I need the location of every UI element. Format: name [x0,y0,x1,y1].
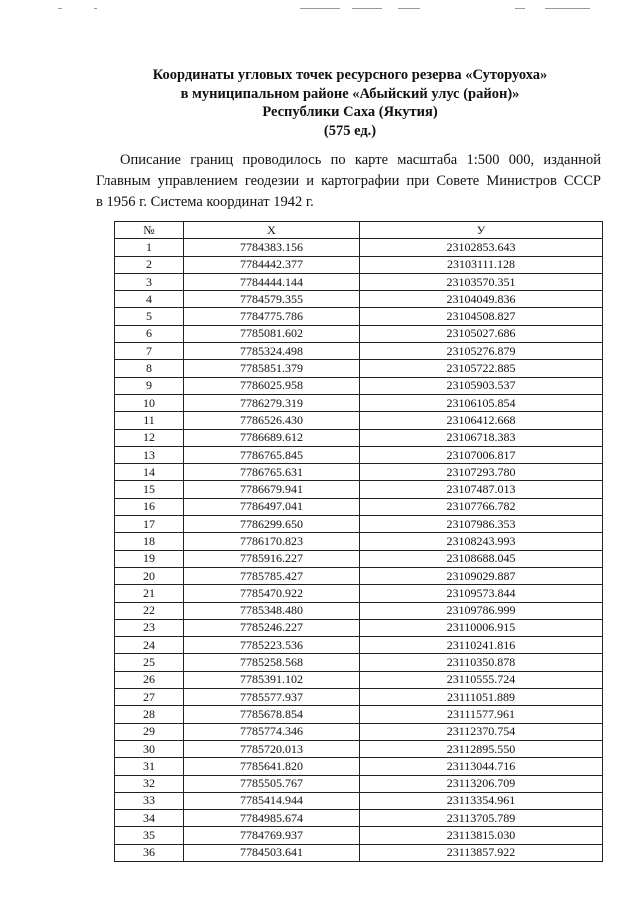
cell-y: 23108243.993 [360,533,603,550]
cell-x: 7785348.480 [184,602,360,619]
cell-number: 5 [115,308,184,325]
cell-y: 23102853.643 [360,239,603,256]
cell-number: 23 [115,619,184,636]
cell-number: 29 [115,723,184,740]
table-row [115,291,603,308]
cell-x: 7784775.786 [184,308,360,325]
header-y: У [360,222,603,239]
cell-y: 23108688.045 [360,550,603,567]
cell-number: 11 [115,412,184,429]
cell-y: 23112895.550 [360,740,603,757]
cell-y: 23113354.961 [360,792,603,809]
cell-x: 7784579.355 [184,291,360,308]
cell-number: 15 [115,481,184,498]
table-row [115,706,603,723]
cell-x: 7784769.937 [184,827,360,844]
table-row [115,360,603,377]
scan-artifact-marks [0,8,640,14]
cell-number: 8 [115,360,184,377]
cell-x: 7785678.854 [184,706,360,723]
cell-y: 23112370.754 [360,723,603,740]
cell-number: 34 [115,810,184,827]
cell-x: 7786689.612 [184,429,360,446]
cell-number: 27 [115,689,184,706]
cell-y: 23106105.854 [360,394,603,411]
table-row [115,619,603,636]
table-row [115,827,603,844]
cell-x: 7786170.823 [184,533,360,550]
table-row [115,343,603,360]
title-line-3: Республики Саха (Якутия) [262,104,438,120]
cell-x: 7785641.820 [184,758,360,775]
cell-number: 12 [115,429,184,446]
cell-x: 7785916.227 [184,550,360,567]
cell-number: 3 [115,273,184,290]
table-row [115,689,603,706]
cell-x: 7785223.536 [184,637,360,654]
cell-number: 9 [115,377,184,394]
cell-y: 23104508.827 [360,308,603,325]
cell-number: 36 [115,844,184,861]
cell-number: 17 [115,516,184,533]
cell-x: 7786526.430 [184,412,360,429]
cell-x: 7786679.941 [184,481,360,498]
cell-y: 23113705.789 [360,810,603,827]
cell-number: 10 [115,394,184,411]
cell-number: 32 [115,775,184,792]
cell-x: 7786497.041 [184,498,360,515]
cell-y: 23113206.709 [360,775,603,792]
table-row [115,308,603,325]
cell-x: 7784383.156 [184,239,360,256]
table-row [115,844,603,861]
table-row [115,481,603,498]
cell-x: 7786765.631 [184,464,360,481]
table-row [115,377,603,394]
cell-number: 22 [115,602,184,619]
cell-y: 23109786.999 [360,602,603,619]
cell-x: 7785324.498 [184,343,360,360]
cell-y: 23113815.030 [360,827,603,844]
cell-y: 23107006.817 [360,446,603,463]
table-row [115,637,603,654]
cell-number: 1 [115,239,184,256]
document-title [90,66,610,140]
table-row [115,464,603,481]
cell-number: 7 [115,343,184,360]
table-row [115,325,603,342]
cell-x: 7785470.922 [184,585,360,602]
table-row [115,516,603,533]
cell-y: 23113857.922 [360,844,603,861]
cell-y: 23106412.668 [360,412,603,429]
cell-y: 23111577.961 [360,706,603,723]
cell-y: 23110241.816 [360,637,603,654]
cell-x: 7785081.602 [184,325,360,342]
description-line-2: Главным управлением геодезии и картографии при Совете Министров СССР [96,173,601,189]
cell-number: 16 [115,498,184,515]
cell-x: 7785258.568 [184,654,360,671]
cell-y: 23107487.013 [360,481,603,498]
cell-number: 24 [115,637,184,654]
table-row [115,412,603,429]
table-row [115,498,603,515]
table-row [115,256,603,273]
cell-y: 23111051.889 [360,689,603,706]
cell-number: 4 [115,291,184,308]
header-x: X [184,222,360,239]
cell-x: 7785246.227 [184,619,360,636]
table-row [115,394,603,411]
cell-x: 7785391.102 [184,671,360,688]
header-number: № [115,222,184,239]
cell-y: 23103570.351 [360,273,603,290]
cell-number: 6 [115,325,184,342]
cell-number: 18 [115,533,184,550]
cell-x: 7785785.427 [184,567,360,584]
title-line-1: Координаты угловых точек ресурсного резерва «Суторуоха» [152,67,548,83]
table-header-row [115,222,603,239]
description-line-3: в 1956 г. Система координат 1942 г. [96,194,314,210]
cell-x: 7785577.937 [184,689,360,706]
cell-x: 7785851.379 [184,360,360,377]
description-paragraph [96,150,601,213]
table-row [115,775,603,792]
table-row [115,550,603,567]
cell-x: 7784444.144 [184,273,360,290]
cell-y: 23106718.383 [360,429,603,446]
table-row [115,273,603,290]
description-line-1: Описание границ проводилось по карте масштаба 1:500 000, изданной [120,152,601,168]
cell-y: 23107766.782 [360,498,603,515]
cell-number: 14 [115,464,184,481]
cell-number: 35 [115,827,184,844]
cell-number: 19 [115,550,184,567]
table-row [115,740,603,757]
cell-y: 23110006.915 [360,619,603,636]
cell-number: 2 [115,256,184,273]
cell-y: 23109573.844 [360,585,603,602]
cell-number: 30 [115,740,184,757]
table-row [115,585,603,602]
cell-number: 13 [115,446,184,463]
coordinates-table [114,221,603,862]
cell-x: 7786299.650 [184,516,360,533]
cell-y: 23110350.878 [360,654,603,671]
cell-y: 23104049.836 [360,291,603,308]
table-row [115,792,603,809]
cell-y: 23113044.716 [360,758,603,775]
cell-number: 31 [115,758,184,775]
table-row [115,654,603,671]
cell-x: 7785414.944 [184,792,360,809]
table-row [115,446,603,463]
table-row [115,533,603,550]
cell-number: 21 [115,585,184,602]
table-body [115,239,603,862]
cell-x: 7785505.767 [184,775,360,792]
table-row [115,239,603,256]
table-row [115,810,603,827]
cell-y: 23110555.724 [360,671,603,688]
table-row [115,429,603,446]
cell-number: 28 [115,706,184,723]
cell-x: 7785720.013 [184,740,360,757]
title-line-4: (575 ед.) [323,122,377,139]
cell-y: 23105903.537 [360,377,603,394]
table-row [115,602,603,619]
title-line-2: в муниципальном районе «Абыйский улус (район)» [180,85,520,102]
cell-number: 33 [115,792,184,809]
cell-x: 7784442.377 [184,256,360,273]
table-row [115,723,603,740]
table-row [115,567,603,584]
cell-y: 23105722.885 [360,360,603,377]
cell-y: 23103111.128 [360,256,603,273]
cell-y: 23107293.780 [360,464,603,481]
cell-y: 23105276.879 [360,343,603,360]
cell-x: 7785774.346 [184,723,360,740]
cell-x: 7786765.845 [184,446,360,463]
cell-x: 7786025.958 [184,377,360,394]
cell-x: 7786279.319 [184,394,360,411]
table-row [115,671,603,688]
cell-x: 7784985.674 [184,810,360,827]
cell-x: 7784503.641 [184,844,360,861]
cell-number: 20 [115,567,184,584]
cell-y: 23107986.353 [360,516,603,533]
cell-number: 25 [115,654,184,671]
cell-y: 23105027.686 [360,325,603,342]
cell-y: 23109029.887 [360,567,603,584]
cell-number: 26 [115,671,184,688]
table-row [115,758,603,775]
